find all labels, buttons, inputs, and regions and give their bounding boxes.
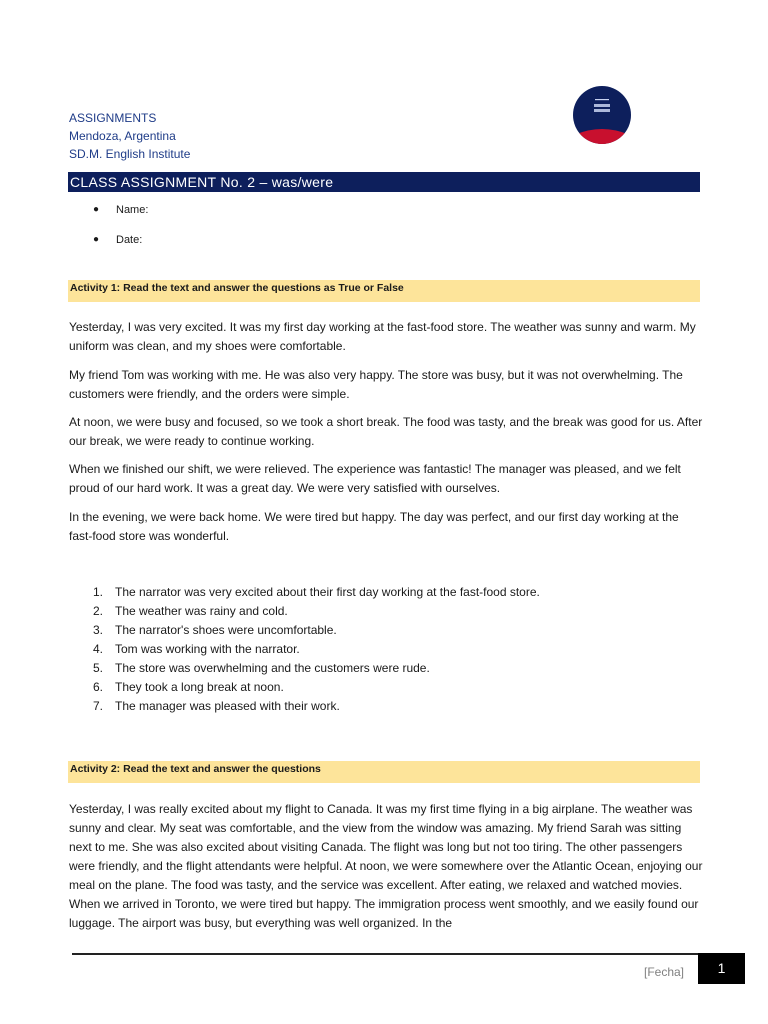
institute-logo [572, 86, 632, 144]
activity-1-paragraph: My friend Tom was working with me. He was also very happy. The store was busy, but it was not overwhelming. The customers were friendly, and the orders were simple. [69, 368, 683, 401]
student-fields [93, 201, 148, 261]
activity-1-paragraph: In the evening, we were back home. We were tired but happy. The day was perfect, and our first day working at the fast-food store was wonderful. [69, 510, 679, 543]
footer-divider [72, 953, 698, 955]
name-label: Name: [116, 204, 149, 216]
bullet-icon: ● [93, 204, 100, 215]
activity-2-paragraph: Yesterday, I was really excited about my flight to Canada. It was my first time flying in a big airplane. The weather was sunny and clear. My seat was comfortable, and the view from the window was amazing. My friend Sarah was sitting next to me. She was also excited about visiting Canada. The flight was long but not too tiring. The other passengers were friendly, and the flight attendants were helpful. At noon, we were somewhere over the Atlantic Ocean, enjoying our meal on the plane. The food was tasty, and the service was excellent. After eating, we relaxed and watched movies. When we arrived in Toronto, we were tired but happy. The immigration process went smoothly, and we easily found our luggage. The airport was busy, but everything was well organized. In the [69, 802, 703, 930]
footer-date: [Fecha] [644, 965, 685, 979]
activity-1-paragraph: When we finished our shift, we were relieved. The experience was fantastic! The manager was pleased, and we felt proud of our hard work. It was a great day. We were very satisfied with ourselves. [69, 462, 681, 495]
activity-1-paragraph: At noon, we were busy and focused, so we took a short break. The food was tasty, and the break was good for us. After our break, we were ready to continue working. [69, 415, 703, 448]
header-line-assignments: ASSIGNMENTS [69, 111, 157, 125]
list-item [85, 659, 540, 678]
activity-1-paragraph: Yesterday, I was very excited. It was my first day working at the fast-food store. The weather was sunny and warm. My uniform was clean, and my shoes were comfortable. [69, 320, 696, 353]
question-text: The store was overwhelming and the customers were rude. [115, 661, 430, 675]
question-number: 6. [93, 680, 104, 694]
question-text: The narrator's shoes were uncomfortable. [115, 623, 337, 637]
list-item [85, 621, 540, 640]
question-text: The narrator was very excited about their first day working at the fast-food store. [115, 585, 540, 599]
activity-2-heading: Activity 2: Read the text and answer the questions [68, 761, 700, 783]
header-line-location: Mendoza, Argentina [69, 129, 176, 143]
list-item [85, 602, 540, 621]
bullet-icon: ● [93, 234, 100, 245]
question-text: The manager was pleased with their work. [115, 699, 340, 713]
assignment-title: CLASS ASSIGNMENT No. 2 – was/were [68, 172, 700, 192]
header-info [69, 109, 190, 163]
name-field [93, 201, 148, 231]
question-number: 2. [93, 604, 104, 618]
page-number: 1 [698, 953, 745, 984]
question-number: 5. [93, 661, 104, 675]
question-text: The weather was rainy and cold. [115, 604, 288, 618]
date-field [93, 231, 148, 261]
question-number: 4. [93, 642, 104, 656]
list-item [85, 697, 540, 716]
question-text: They took a long break at noon. [115, 680, 284, 694]
list-item [85, 640, 540, 659]
list-item [85, 678, 540, 697]
question-number: 1. [93, 585, 104, 599]
question-number: 3. [93, 623, 104, 637]
question-number: 7. [93, 699, 104, 713]
header-line-institute: SD.M. English Institute [69, 147, 191, 161]
date-label: Date: [116, 234, 143, 246]
question-text: Tom was working with the narrator. [115, 642, 300, 656]
activity-1-heading: Activity 1: Read the text and answer the questions as True or False [68, 280, 700, 302]
question-list [85, 583, 540, 716]
list-item [85, 583, 540, 602]
